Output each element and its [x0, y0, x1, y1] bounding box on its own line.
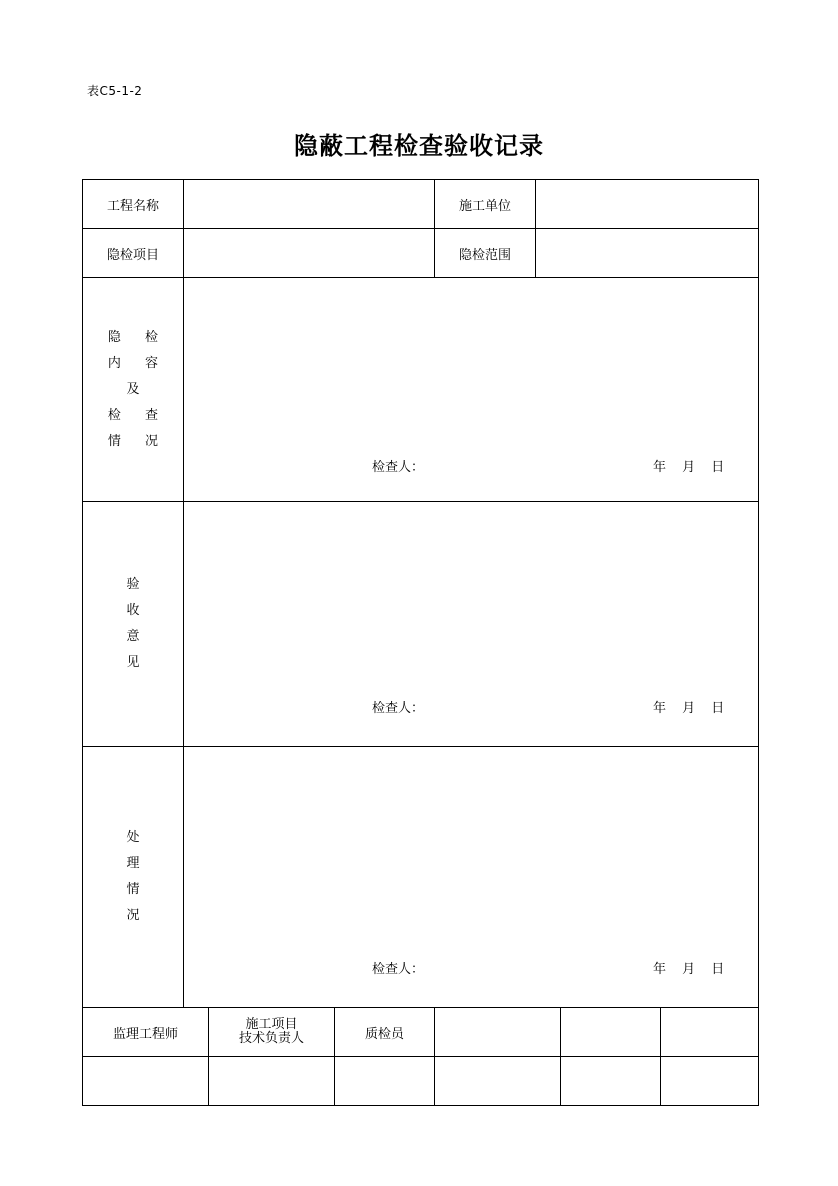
label-line: 收 — [126, 603, 150, 618]
inspection-scope-field[interactable] — [536, 229, 758, 277]
inspector-label: 检查人： — [372, 701, 425, 716]
signature-blank-cell[interactable] — [435, 1008, 560, 1056]
signature-blank-cell[interactable] — [561, 1008, 660, 1056]
label-line: 理 — [126, 856, 150, 871]
label-line: 验 — [126, 577, 150, 592]
label-line: 处 — [126, 830, 150, 845]
inspection-scope-label: 隐检范围 — [458, 247, 511, 263]
acceptance-opinion-label — [83, 502, 183, 746]
label-line: 及 — [126, 381, 150, 397]
date-label: 年 月 日 — [653, 460, 725, 475]
handling-status-field[interactable] — [184, 747, 758, 947]
label-line: 隐 检 — [107, 329, 169, 345]
signature-blank-cell[interactable] — [435, 1057, 560, 1105]
tech-lead-label — [209, 1008, 334, 1056]
label-line: 况 — [126, 908, 150, 923]
label-line: 见 — [126, 655, 150, 670]
project-name-field[interactable] — [184, 180, 434, 228]
quality-inspector-signature-field[interactable] — [335, 1057, 434, 1105]
inspector-label: 检查人： — [372, 962, 425, 977]
date-label: 年 月 日 — [653, 701, 725, 716]
signature-blank-cell[interactable] — [661, 1008, 758, 1056]
inspector-label: 检查人： — [372, 460, 425, 475]
inspection-content-field[interactable] — [184, 278, 758, 448]
inspection-content-label — [83, 278, 183, 501]
signature-blank-cell[interactable] — [561, 1057, 660, 1105]
handling-status-label — [83, 747, 183, 1007]
quality-inspector-label: 质检员 — [364, 1026, 404, 1042]
construction-unit-label: 施工单位 — [458, 198, 511, 214]
tech-lead-signature-field[interactable] — [209, 1057, 334, 1105]
acceptance-opinion-field[interactable] — [184, 502, 758, 692]
label-line: 意 — [126, 629, 150, 644]
tech-lead-label-line2: 技术负责人 — [238, 1031, 304, 1046]
label-line: 情 况 — [107, 433, 169, 449]
supervisor-label: 监理工程师 — [112, 1026, 178, 1042]
inspection-item-field[interactable] — [184, 229, 434, 277]
project-name-label: 工程名称 — [106, 198, 159, 214]
tech-lead-label-line1: 施工项目 — [245, 1017, 298, 1032]
table-border-right — [758, 179, 759, 1106]
page-title: 隐蔽工程检查验收记录 — [294, 131, 544, 160]
inspection-item-label: 隐检项目 — [106, 247, 159, 263]
date-label: 年 月 日 — [653, 962, 725, 977]
label-line: 检 查 — [107, 407, 169, 423]
signature-blank-cell[interactable] — [661, 1057, 758, 1105]
construction-unit-field[interactable] — [536, 180, 758, 228]
label-line: 内 容 — [107, 355, 169, 371]
table-border-bottom — [82, 1105, 759, 1106]
supervisor-signature-field[interactable] — [83, 1057, 208, 1105]
label-line: 情 — [126, 882, 150, 897]
form-code: 表C5-1-2 — [87, 84, 143, 98]
